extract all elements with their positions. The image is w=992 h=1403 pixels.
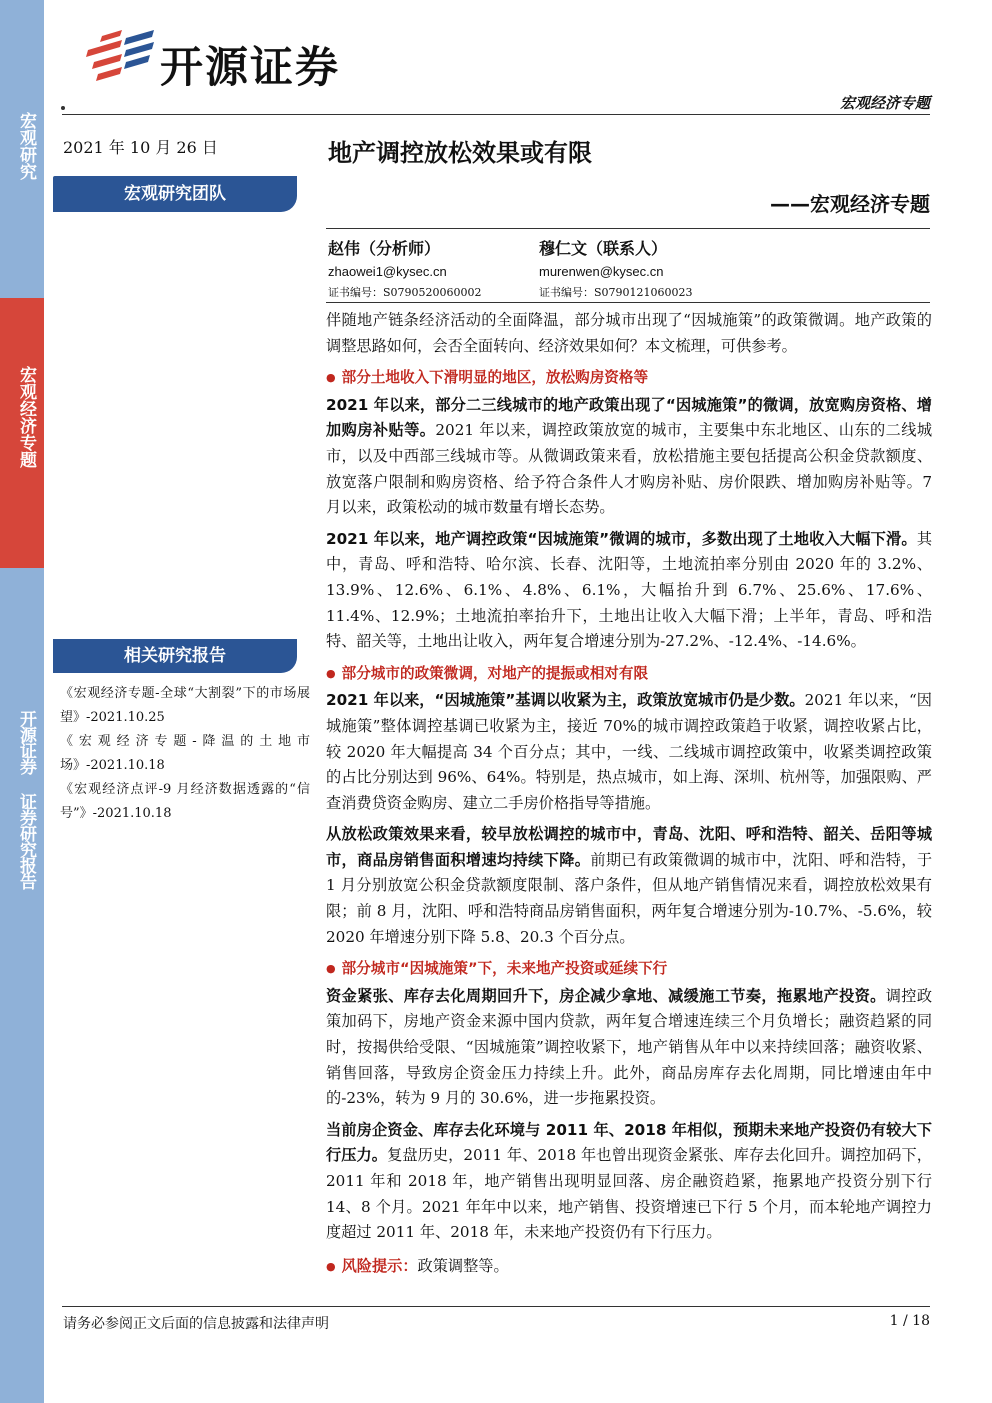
header-rule <box>62 114 930 115</box>
body-paragraph: 2021 年以来，部分二三线城市的地产政策出现了“因城施策”的微调，放宽购房资格、增加购房补贴等。2021 年以来，调控政策放宽的城市，主要集中东北地区、山东的二线城市，以及中西部三线城市等。从微调政策来看，放松措施主要包括提高公积金贷款额度、放宽落户限制和购房资格、给予符合条件人才购房补贴、房价限跌、增加购房补贴等。7 月以来，政策松动的城市数量有增长态势。 <box>326 395 933 517</box>
author-card <box>328 236 528 300</box>
related-report-link[interactable]: 《宏观经济专题-全球“大割裂”下的市场展望》-2021.10.25 <box>60 686 310 725</box>
bullet-icon: ● <box>326 371 336 385</box>
intro-paragraph: 伴随地产链条经济活动的全面降温，部分城市出现了“因城施策”的政策微调。地产政策的调整思路如何，会否全面转向、经济效果如何？本文梳理，可供参考。 <box>326 311 932 355</box>
author-card <box>539 236 759 300</box>
body-paragraph: 2021 年以来，“因城施策”基调以收紧为主，政策放宽城市仍是少数。2021 年以来，“因城施策”整体调控基调已收紧为主，接近 70%的城市调控政策趋于收紧，调控收紧占比，较 2020 年大幅提高 34 个百分点；其中，一线、二线城市调控政策中，收紧类调控政策的占比分别达到 96%、64%。特别是，热点城市，如上海、深圳、杭州等，加强限购、严查消费贷资金购房、建立二手房价格指导等措施。 <box>326 691 932 812</box>
author-email[interactable]: zhaowei1@kysec.cn <box>328 264 447 279</box>
author-email[interactable]: murenwen@kysec.cn <box>539 264 664 279</box>
sidebar-top-band <box>0 0 44 298</box>
page-subtitle: ——宏观经济专题 <box>770 192 930 216</box>
report-category: 宏观经济专题 <box>839 94 930 112</box>
authors-bottom-rule <box>326 302 930 303</box>
author-name: 穆仁文（联系人） <box>539 239 668 258</box>
section-heading: ● 部分土地收入下滑明显的地区，放松购房资格等 <box>326 369 649 387</box>
page-number: 1 / 18 <box>889 1313 930 1329</box>
body-paragraph: 资金紧张、库存去化周期回升下，房企减少拿地、减缓施工节奏，拖累地产投资。调控政策加码下，房地产资金来源中国内贷款，两年复合增速连续三个月负增长；融资趋紧的同时，按揭供给受限、“因城施策”调控收紧下，地产销售从年中以来持续回落；融资收紧、销售回落，导致房企资金压力持续上升。此外，商品房库存去化周期，同比增速由年中的-23%，转为 9 月的 30.6%，进一步拖累投资。 <box>326 986 933 1108</box>
report-body <box>326 308 932 1285</box>
header-dot <box>61 106 65 110</box>
brand-logo-icon <box>84 28 156 84</box>
related-report-link[interactable]: 《宏观经济点评-9 月经济数据透露的“信号”》-2021.10.18 <box>60 782 310 821</box>
page-title: 地产调控放松效果或有限 <box>328 139 592 167</box>
authors-top-rule <box>326 228 930 229</box>
bullet-icon: ● <box>326 666 336 680</box>
risk-note: ● 风险提示：政策调整等。 <box>326 1256 509 1275</box>
body-paragraph: 2021 年以来，地产调控政策“因城施策”微调的城市，多数出现了土地收入大幅下滑。其中，青岛、呼和浩特、哈尔滨、长春、沈阳等，土地流拍率分别由 2020 年的 3.2%、13.9%、12.6%、6.1%、4.8%、6.1%，大幅抬升到 6.7%、25.6%、17.6%、11.4%、12.9%；土地流拍率抬升下，土地出让收入大幅下滑；上半年，青岛、呼和浩特、韶关等，土地出让收入，两年复合增速分别为-27.2%、-12.4%、-14.6%。 <box>326 529 932 651</box>
bullet-icon: ● <box>326 962 336 976</box>
report-date: 2021 年 10 月 26 日 <box>63 138 218 157</box>
sidebar-bottom-band <box>0 568 44 1403</box>
team-banner: 宏观研究团队 <box>53 176 297 212</box>
left-sidebar <box>0 0 44 1403</box>
author-cert: 证书编号：S0790520060002 <box>328 286 482 299</box>
sidebar-middle-label: 宏观经济专题 <box>16 366 36 468</box>
related-reports-list <box>60 682 310 826</box>
author-name: 赵伟（分析师） <box>328 239 441 258</box>
related-reports-banner: 相关研究报告 <box>53 639 297 673</box>
bullet-icon: ● <box>326 1259 336 1273</box>
body-paragraph: 当前房企资金、库存去化环境与 2011 年、2018 年相似，预期未来地产投资仍有较大下行压力。复盘历史，2011 年、2018 年也曾出现资金紧张、库存去化回升。调控加码下，2011 年和 2018 年，地产销售出现明显回落、房企融资趋紧，拖累地产投资分别下行 14、8 个月。2021 年年中以来，地产销售、投资增速已下行 5 个月，而本轮地产调控力度超过 2011 年、2018 年，未来地产投资仍有下行压力。 <box>326 1120 932 1242</box>
brand-name: 开源证券 <box>160 43 340 93</box>
section-heading: ● 部分城市的政策微调，对地产的提振或相对有限 <box>326 664 649 682</box>
sidebar-middle-band <box>0 298 44 568</box>
author-cert: 证书编号：S0790121060023 <box>539 286 693 299</box>
sidebar-bottom-label: 开源证券 证券研究报告 <box>16 710 36 889</box>
related-report-link[interactable]: 《宏观经济专题-降温的土地市场》-2021.10.18 <box>60 734 310 773</box>
sidebar-top-label: 宏观研究 <box>16 112 36 180</box>
body-paragraph: 从放松政策效果来看，较早放松调控的城市中，青岛、沈阳、呼和浩特、韶关、岳阳等城市，商品房销售面积增速均持续下降。前期已有政策微调的城市中，沈阳、呼和浩特，于 1 月分别放宽公积金贷款额度限制、落户条件，但从地产销售情况来看，调控放松效果有限；前 8 月，沈阳、呼和浩特商品房销售面积，两年复合增速分别为-10.7%、-5.6%，较 2020 年增速分别下降 5.8、20.3 个百分点。 <box>326 825 933 946</box>
footer-rule <box>62 1306 930 1307</box>
footer-disclaimer: 请务必参阅正文后面的信息披露和法律声明 <box>63 1316 329 1332</box>
section-heading: ● 部分城市“因城施策”下，未来地产投资或延续下行 <box>326 960 668 978</box>
